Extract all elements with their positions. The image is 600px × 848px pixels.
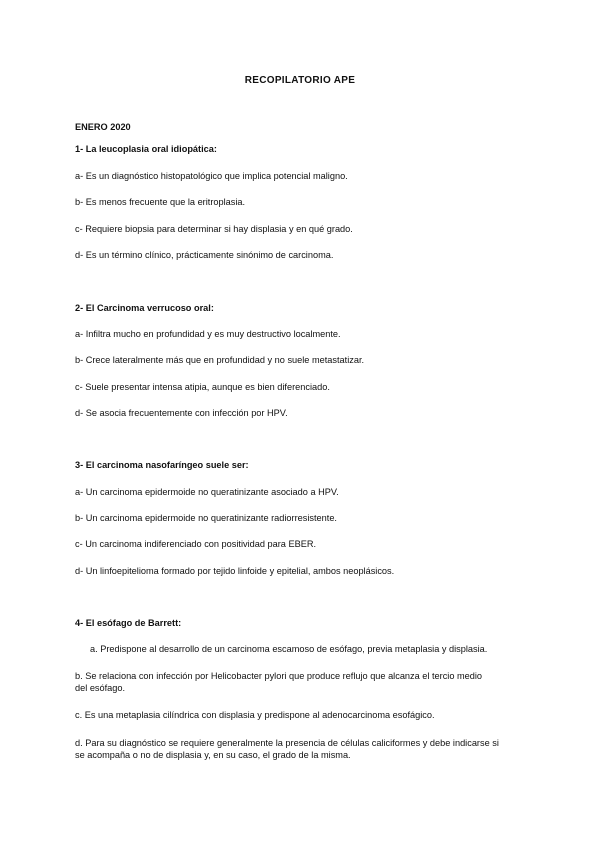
question-1-option-b: b- Es menos frecuente que la eritroplasia.	[75, 197, 246, 207]
question-4-heading: 4- El esófago de Barrett:	[75, 618, 182, 628]
question-2-option-b: b- Crece lateralmente más que en profundidad y no suele metastatizar.	[75, 355, 365, 365]
question-3-heading: 3- El carcinoma nasofaríngeo suele ser:	[75, 460, 249, 470]
question-1-option-a: a- Es un diagnóstico histopatológico que implica potencial maligno.	[75, 171, 348, 181]
question-1-option-c: c- Requiere biopsia para determinar si hay displasia y en qué grado.	[75, 224, 353, 234]
document-title: RECOPILATORIO APE	[244, 75, 356, 86]
question-4-option-a: a. Predispone al desarrollo de un carcinoma escamoso de esófago, previa metaplasia y displasia.	[90, 644, 488, 654]
question-4-option-b: b. Se relaciona con infección por Helicobacter pylori que produce reflujo que alcanza el tercio medio del esófago.	[75, 671, 483, 693]
section-heading: ENERO 2020	[75, 122, 131, 132]
question-2-option-a: a- Infiltra mucho en profundidad y es muy destructivo localmente.	[75, 329, 341, 339]
question-3-option-b: b- Un carcinoma epidermoide no queratinizante radiorresistente.	[75, 513, 337, 523]
question-4-option-d: d. Para su diagnóstico se requiere generalmente la presencia de células caliciformes y debe indicarse si se acompaña o no de displasia y, en su caso, el grado de la misma.	[75, 738, 499, 760]
question-3-option-a: a- Un carcinoma epidermoide no queratinizante asociado a HPV.	[75, 487, 339, 497]
question-2-option-d: d- Se asocia frecuentemente con infección por HPV.	[75, 408, 288, 418]
question-1-option-d: d- Es un término clínico, prácticamente sinónimo de carcinoma.	[75, 250, 334, 260]
question-3-option-d: d- Un linfoepitelioma formado por tejido linfoide y epitelial, ambos neoplásicos.	[75, 566, 395, 576]
question-4-option-c: c. Es una metaplasia cilíndrica con displasia y predispone al adenocarcinoma esofágico.	[75, 710, 435, 720]
question-2-heading: 2- El Carcinoma verrucoso oral:	[75, 303, 214, 313]
question-1-heading: 1- La leucoplasia oral idiopática:	[75, 144, 217, 154]
question-3-option-c: c- Un carcinoma indiferenciado con positividad para EBER.	[75, 539, 317, 549]
question-2-option-c: c- Suele presentar intensa atipia, aunque es bien diferenciado.	[75, 382, 330, 392]
